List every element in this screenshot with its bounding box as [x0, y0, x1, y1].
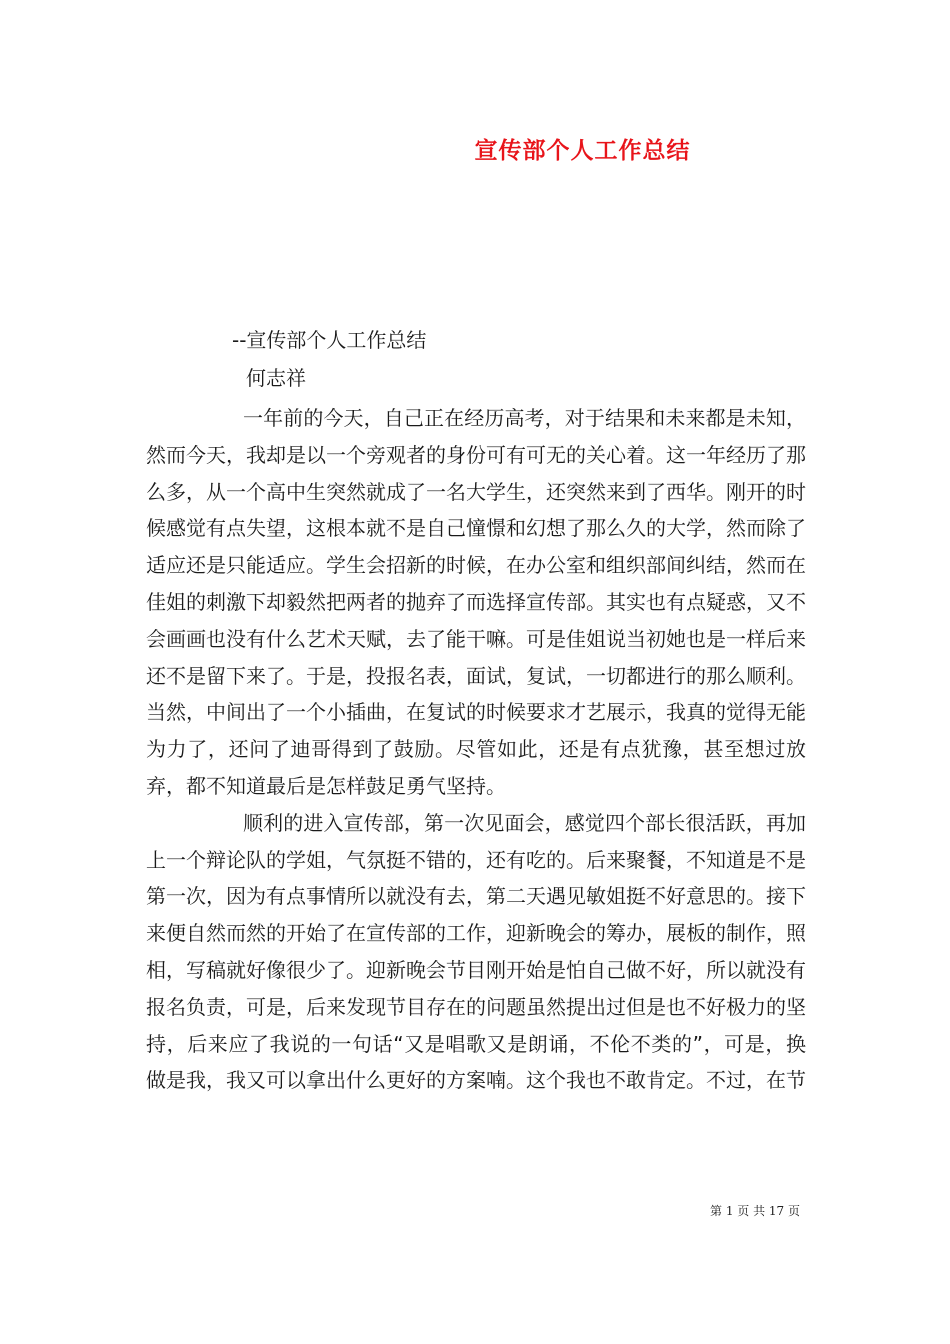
page-number: 第 1 页 共 17 页 — [710, 1204, 800, 1218]
document-subtitle: --宣传部个人工作总结 — [232, 328, 427, 352]
body-paragraph: 一年前的今天，自己正在经历高考，对于结果和未来都是未知，然而今天，我却是以一个旁观者的身份可有可无的关心着。这一年经历了那么多，从一个高中生突然就成了一名大学生，还突然来到了西华。刚开的时候感觉有点失望，这根本就不是自己憧憬和幻想了那么久的大学，然而除了适应还是只能适应。学生会招新的时候，在办公室和组织部间纠结，然而在佳姐的刺激下却毅然把两者的抛弃了而选择宣传部。其实也有点疑惑，又不会画画也没有什么艺术天赋，去了能干嘛。可是佳姐说当初她也是一样后来还不是留下来了。于是，投报名表，面试，复试，一切都进行的那么顺利。当然，中间出了一个小插曲，在复试的时候要求才艺展示，我真的觉得无能为力了，还问了迪哥得到了鼓励。尽管如此，还是有点犹豫，甚至想过放弃，都不知道最后是怎样鼓足勇气坚持。 — [146, 406, 806, 798]
document-title: 宣传部个人工作总结 — [474, 137, 691, 164]
body-paragraph: 顺利的进入宣传部，第一次见面会，感觉四个部长很活跃，再加上一个辩论队的学姐，气氛挺不错的，还有吃的。后来聚餐，不知道是不是第一次，因为有点事情所以就没有去，第二天遇见敏姐挺不好意思的。接下来便自然而然的开始了在宣传部的工作，迎新晚会的筹办，展板的制作，照相，写稿就好像很少了。迎新晚会节目刚开始是怕自己做不好，所以就没有报名负责，可是，后来发现节目存在的问题虽然提出过但是也不好极力的坚持，后来应了我说的一句话“又是唱歌又是朗诵，不伦不类的”，可是，换做是我，我又可以拿出什么更好的方案喃。这个我也不敢肯定。不过，在节 — [146, 810, 806, 1093]
author-name: 何志祥 — [246, 366, 306, 390]
document-body — [146, 400, 806, 1099]
